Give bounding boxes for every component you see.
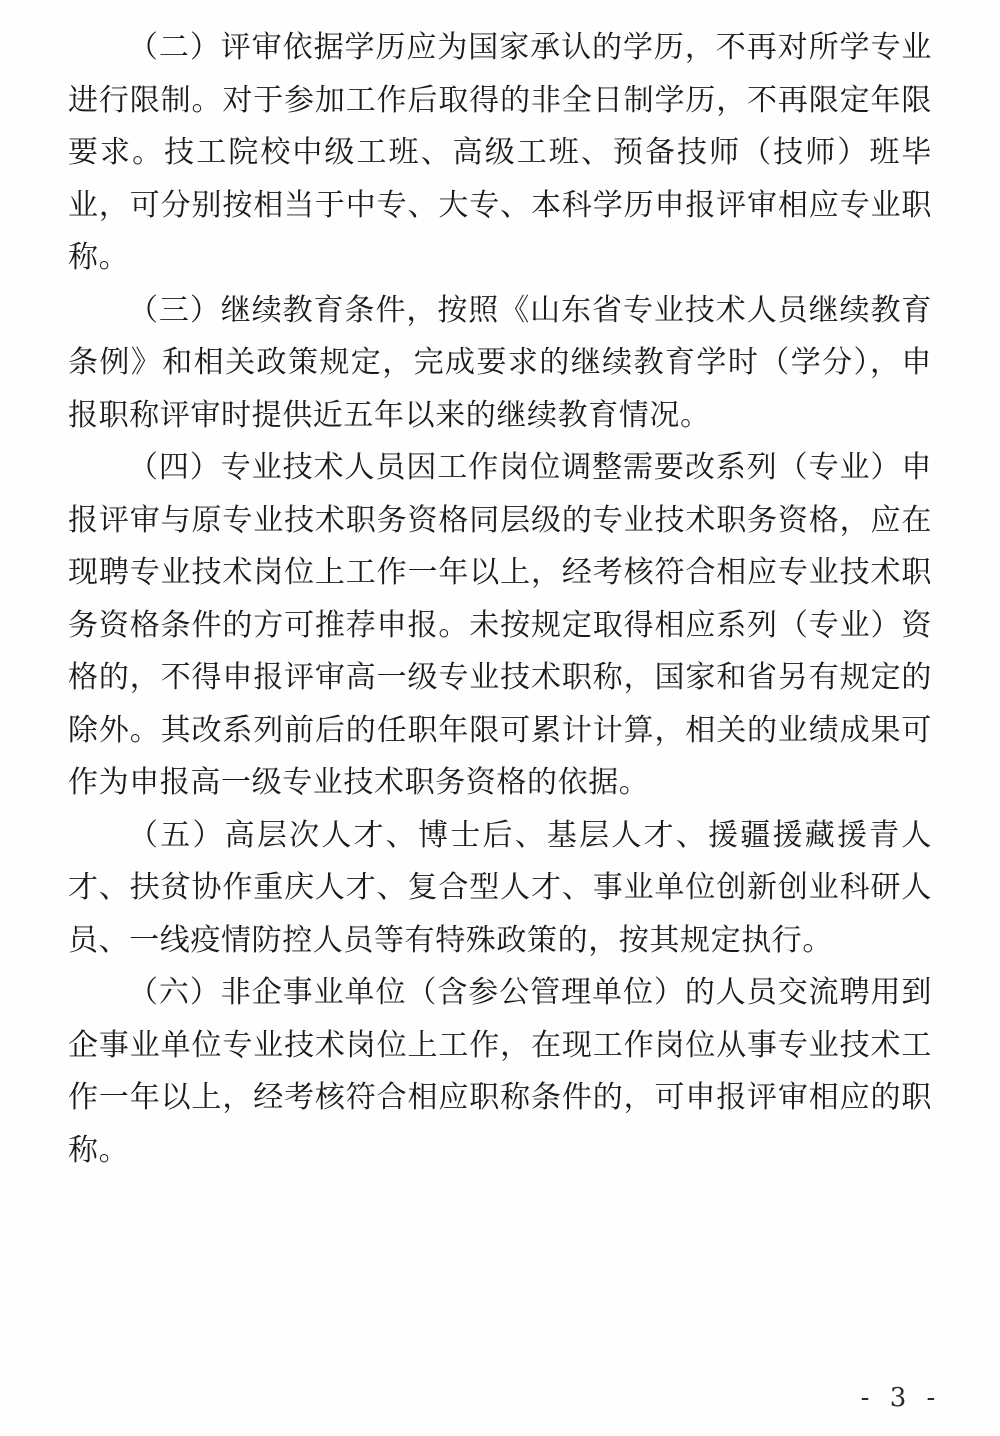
paragraph-6: （六）非企事业单位（含参公管理单位）的人员交流聘用到企事业单位专业技术岗位上工作，在现工作岗位从事专业技术工作一年以上，经考核符合相应职称条件的，可申报评审相应的职称。 [68, 975, 932, 1168]
page-number: - 3 - [860, 1383, 942, 1413]
paragraph-2: （二）评审依据学历应为国家承认的学历，不再对所学专业进行限制。对于参加工作后取得的非全日制学历，不再限定年限要求。技工院校中级工班、高级工班、预备技师（技师）班毕业，可分别按相当于中专、大专、本科学历申报评审相应专业职称。 [68, 30, 932, 275]
paragraph-3: （三）继续教育条件，按照《山东省专业技术人员继续教育条例》和相关政策规定，完成要求的继续教育学时（学分），申报职称评审时提供近五年以来的继续教育情况。 [68, 292, 932, 433]
paragraph-4: （四）专业技术人员因工作岗位调整需要改系列（专业）申报评审与原专业技术职务资格同层级的专业技术职务资格，应在现聘专业技术岗位上工作一年以上，经考核符合相应专业技术职务资格条件的方可推荐申报。未按规定取得相应系列（专业）资格的，不得申报评审高一级专业技术职称，国家和省另有规定的除外。其改系列前后的任职年限可累计计算，相关的业绩成果可作为申报高一级专业技术职务资格的依据。 [68, 450, 932, 800]
document-body [68, 22, 932, 1177]
paragraph-5: （五）高层次人才、博士后、基层人才、援疆援藏援青人才、扶贫协作重庆人才、复合型人才、事业单位创新创业科研人员、一线疫情防控人员等有特殊政策的，按其规定执行。 [68, 817, 932, 958]
